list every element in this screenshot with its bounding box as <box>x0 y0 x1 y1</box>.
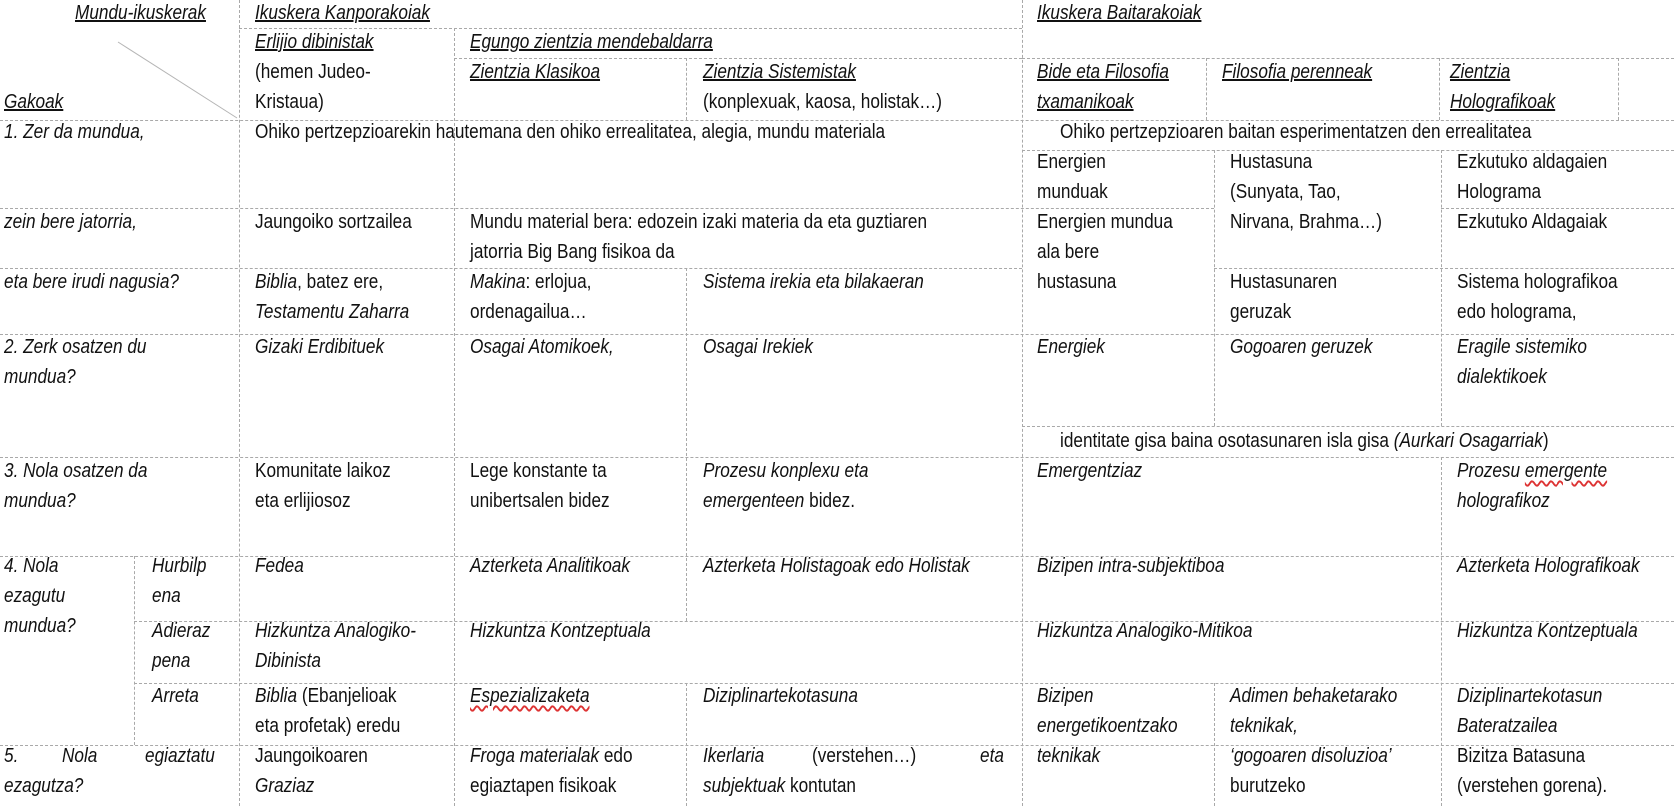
external-views-heading: Ikuskera Kanporakoiak <box>255 2 430 24</box>
question-3: 3. Nola osatzen da <box>4 460 148 482</box>
keys-label: Gakoak <box>4 91 64 113</box>
perennial-heading: Filosofia perenneak <box>1222 61 1373 83</box>
unity-of-life: Bizitza Batasuna <box>1457 745 1586 767</box>
emergence: Emergentziaz <box>1037 460 1143 482</box>
energy-or-emptiness: hustasuna <box>1037 271 1117 293</box>
intra-subjective: Bizipen intra-subjektiboa <box>1037 555 1225 577</box>
classic-science-heading: Zientzia Klasikoa <box>470 61 601 83</box>
bible-image: Biblia, batez ere, <box>255 271 384 293</box>
question-4: 4. Nola <box>4 555 59 577</box>
analog-mythic-language: Hizkuntza Analogiko-Mitikoa <box>1037 620 1253 642</box>
specialization: Espezializaketa <box>470 685 590 707</box>
energy-worlds: munduak <box>1037 181 1108 203</box>
grid-vline <box>134 556 135 745</box>
constant-laws: Lege konstante ta <box>470 460 607 482</box>
material-proofs: Froga materialak edo <box>470 745 633 767</box>
divine-religions-heading: Erlijio dibinistak <box>255 31 374 53</box>
communities: eta erlijiosoz <box>255 490 351 512</box>
conceptual-language-2: Hizkuntza Kontzeptuala <box>1457 620 1638 642</box>
expression-label: pena <box>152 650 191 672</box>
shamanic-heading: txamanikoak <box>1037 91 1134 113</box>
emptiness: Hustasuna <box>1230 151 1313 173</box>
energy-worlds: Energien <box>1037 151 1106 173</box>
same-matter: jatorria Big Bang fisikoa da <box>470 241 675 263</box>
emergent-holographic: holografikoz <box>1457 490 1550 512</box>
open-system: Sistema irekia eta bilakaeran <box>703 271 924 293</box>
systemic-science-note: (konplexuak, kaosa, holistak…) <box>703 91 943 113</box>
approach-label: ena <box>152 585 181 607</box>
grid-vline <box>1441 457 1442 806</box>
mind-techniques: teknikak, <box>1230 715 1298 737</box>
attention-label: Arreta <box>152 685 199 707</box>
mind-techniques: burutzeko <box>1230 775 1306 797</box>
hidden-variables-b: Ezkutuko Aldagaiak <box>1457 211 1608 233</box>
holographic-heading: Holografikoak <box>1450 91 1556 113</box>
machine-image: ordenagailua… <box>470 301 587 323</box>
mind-layers: Gogoaren geruzek <box>1230 336 1373 358</box>
internal-reality: Ohiko pertzepzioaren baitan esperimentatzen den errealitatea <box>1060 121 1532 143</box>
holographic-system: Sistema holografikoa <box>1457 271 1618 293</box>
holographic-heading: Zientzia <box>1450 61 1511 83</box>
emptiness: Nirvana, Brahma…) <box>1230 211 1382 233</box>
bible-model: eta profetak) eredu <box>255 715 401 737</box>
conceptual-language: Hizkuntza Kontzeptuala <box>470 620 651 642</box>
bible-image: Testamentu Zaharra <box>255 301 410 323</box>
energetic-techniques: teknikak <box>1037 745 1101 767</box>
grid-vline <box>686 268 687 621</box>
grid-vline <box>1214 150 1215 426</box>
analytic-analysis: Azterketa Analitikoak <box>470 555 630 577</box>
grid-vline <box>1439 58 1440 120</box>
complex-processes: Prozesu konplexu eta <box>703 460 869 482</box>
energy-or-emptiness: ala bere <box>1037 241 1100 263</box>
researcher-subject: subjektuak kontutan <box>703 775 857 797</box>
emptiness-layers: Hustasunaren <box>1230 271 1338 293</box>
grid-vline <box>686 58 687 120</box>
divine-note: (hemen Judeo- <box>255 61 371 83</box>
analog-divine-language: Dibinista <box>255 650 321 672</box>
energies: Energiek <box>1037 336 1105 358</box>
question-1a: 1. Zer da mundua, <box>4 121 145 143</box>
creator-god: Jaungoiko sortzailea <box>255 211 412 233</box>
holographic-analysis: Azterketa Holografikoak <box>1457 555 1640 577</box>
dialectic-agents: Eragile sistemiko <box>1457 336 1588 358</box>
dialectic-agents: dialektikoek <box>1457 366 1547 388</box>
emptiness-layers: geruzak <box>1230 301 1292 323</box>
divine-note: Kristaua) <box>255 91 324 113</box>
question-1b: zein bere jatorria, <box>4 211 137 233</box>
researcher-subject: (verstehen…) <box>812 745 917 767</box>
energetic-techniques: Bizipen <box>1037 685 1094 707</box>
machine-image: Makina: erlojua, <box>470 271 592 293</box>
unity-of-life: (verstehen gorena). <box>1457 775 1608 797</box>
energetic-techniques: energetikoentzako <box>1037 715 1178 737</box>
analog-divine-language: Hizkuntza Analogiko- <box>255 620 416 642</box>
holistic-analysis: Azterketa Holistagoak edo Holistak <box>703 555 970 577</box>
worldview-label: Mundu-ikuskerak <box>75 2 206 24</box>
god-grace: Jaungoikoaren <box>255 745 368 767</box>
hidden-variables: Holograma <box>1457 181 1542 203</box>
question-2: mundua? <box>4 366 76 388</box>
demigods: Gizaki Erdibituek <box>255 336 385 358</box>
grid-vline <box>1618 58 1619 120</box>
open-parts: Osagai Irekiek <box>703 336 813 358</box>
question-5: 5. <box>4 745 19 767</box>
mind-techniques: ‘gogoaren disoluzioa’ <box>1230 745 1392 767</box>
shamanic-heading: Bide eta Filosofia <box>1037 61 1169 83</box>
question-3: mundua? <box>4 490 76 512</box>
question-2: 2. Zerk osatzen du <box>4 336 147 358</box>
researcher-subject: eta <box>980 745 1004 767</box>
emergent-holographic: Prozesu emergente <box>1457 460 1608 482</box>
communities: Komunitate laikoz <box>255 460 391 482</box>
grid-vline <box>1441 150 1442 426</box>
unifying-interdisciplinarity: Diziplinartekotasun <box>1457 685 1603 707</box>
question-5: ezagutza? <box>4 775 84 797</box>
question-1c: eta bere irudi nagusia? <box>4 271 179 293</box>
internal-views-heading: Ikuskera Baitarakoiak <box>1037 2 1202 24</box>
interdisciplinarity: Diziplinartekotasuna <box>703 685 858 707</box>
question-5: Nola <box>62 745 98 767</box>
grid-vline <box>1206 58 1207 120</box>
question-5: egiaztatu <box>145 745 215 767</box>
mind-techniques: Adimen behaketarako <box>1230 685 1398 707</box>
constant-laws: unibertsalen bidez <box>470 490 610 512</box>
expression-label: Adieraz <box>152 620 211 642</box>
material-proofs: egiaztapen fisikoak <box>470 775 617 797</box>
approach-label: Hurbilp <box>152 555 207 577</box>
grid-hline <box>0 334 1674 335</box>
identity-note: identitate gisa baina osotasunaren isla gisa (Aurkari Osagarriak) <box>1060 430 1549 452</box>
emptiness: (Sunyata, Tao, <box>1230 181 1341 203</box>
same-matter: Mundu material bera: edozein izaki materia da eta guztiaren <box>470 211 928 233</box>
atomic-parts: Osagai Atomikoek, <box>470 336 614 358</box>
holographic-system: edo holograma, <box>1457 301 1577 323</box>
researcher-subject: Ikerlaria <box>703 745 765 767</box>
question-4: mundua? <box>4 615 76 637</box>
unifying-interdisciplinarity: Bateratzailea <box>1457 715 1558 737</box>
western-science-heading: Egungo zientzia mendebaldarra <box>470 31 713 53</box>
complex-processes: emergenteen bidez. <box>703 490 856 512</box>
systemic-science-heading: Zientzia Sistemistak <box>703 61 856 83</box>
hidden-variables: Ezkutuko aldagaien <box>1457 151 1608 173</box>
question-4: ezagutu <box>4 585 66 607</box>
bible-model: Biblia (Ebanjelioak <box>255 685 397 707</box>
energy-or-emptiness: Energien mundua <box>1037 211 1173 233</box>
faith: Fedea <box>255 555 304 577</box>
external-reality: Ohiko pertzepzioarekin hautemana den ohiko errealitatea, alegia, mundu materiala <box>255 121 886 143</box>
god-grace: Graziaz <box>255 775 315 797</box>
